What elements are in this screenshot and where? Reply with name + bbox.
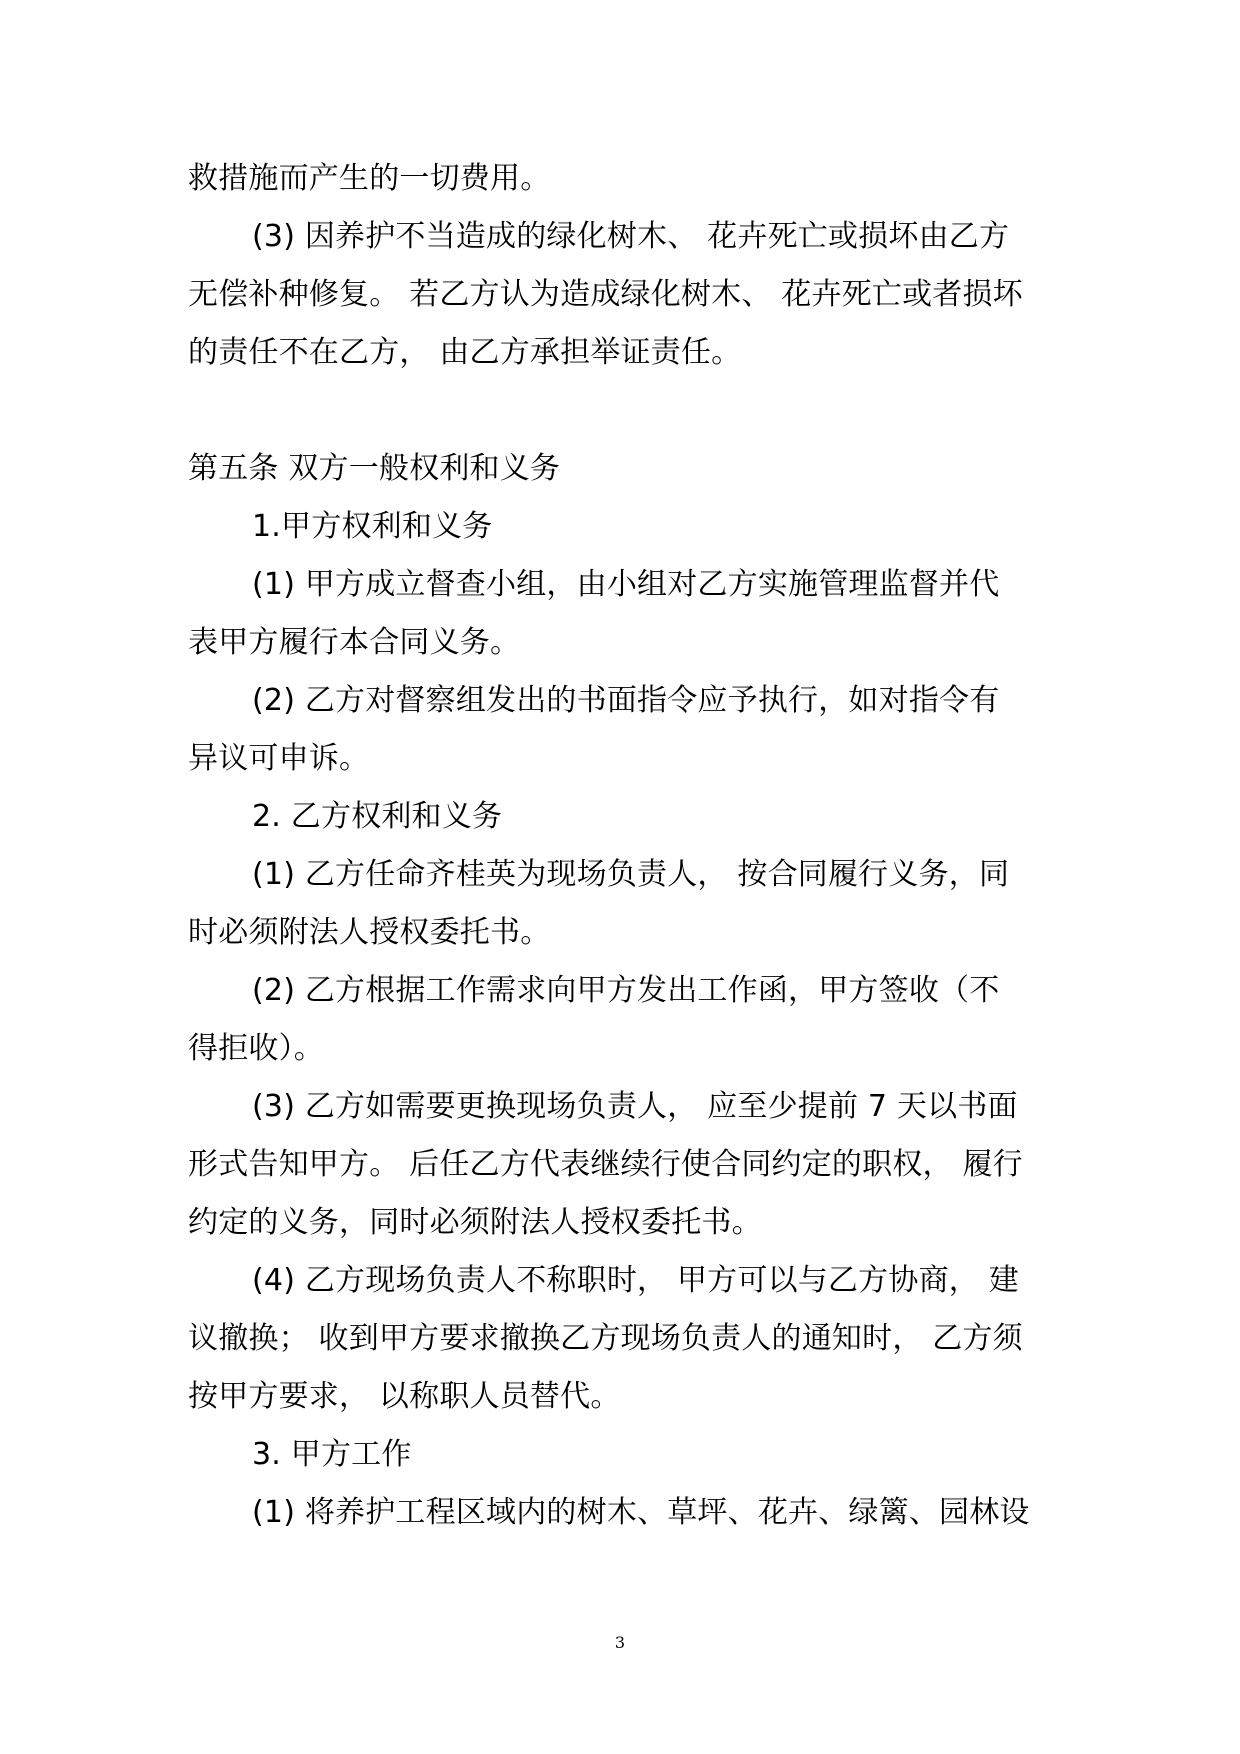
paragraph-line: 议撤换； 收到甲方要求撤换乙方现场负责人的通知时， 乙方须 (188, 1321, 1023, 1356)
section-spacer (188, 382, 1058, 440)
paragraph-line: 救措施而产生的一切费用。 (188, 161, 551, 196)
paragraph-line: 约定的义务，同时必须附法人授权委托书。 (188, 1205, 762, 1240)
paragraph-line: 异议可申诉。 (188, 741, 370, 776)
paragraph-line: (2) 乙方对督察组发出的书面指令应予执行，如对指令有 (252, 683, 1000, 718)
paragraph-line: 的责任不在乙方， 由乙方承担举证责任。 (188, 335, 742, 370)
paragraph-line: (1) 乙方任命齐桂英为现场负责人， 按合同履行义务，同 (252, 857, 1010, 892)
subsection-heading: 2. 乙方权利和义务 (252, 799, 503, 834)
paragraph-line: (3) 因养护不当造成的绿化树木、 花卉死亡或损坏由乙方 (252, 219, 1010, 254)
paragraph-line: (4) 乙方现场负责人不称职时， 甲方可以与乙方协商， 建 (252, 1263, 1019, 1298)
paragraph-line: (3) 乙方如需要更换现场负责人， 应至少提前 7 天以书面 (252, 1089, 1018, 1124)
subsection-heading: 1.甲方权利和义务 (252, 509, 493, 544)
document-body (188, 150, 1058, 1542)
paragraph-line: 得拒收）。 (188, 1031, 324, 1066)
paragraph-line: (1) 将养护工程区域内的树木、草坪、花卉、绿篱、园林设 (252, 1495, 1030, 1530)
paragraph-line: 时必须附法人授权委托书。 (188, 915, 551, 950)
paragraph-line: (1) 甲方成立督查小组，由小组对乙方实施管理监督并代 (252, 567, 1000, 602)
paragraph-line: 无偿补种修复。 若乙方认为造成绿化树木、 花卉死亡或者损坏 (188, 277, 1023, 312)
subsection-heading: 3. 甲方工作 (252, 1437, 412, 1472)
page-number: 3 (614, 1633, 626, 1652)
section-heading: 第五条 双方一般权利和义务 (188, 451, 561, 486)
paragraph-line: (2) 乙方根据工作需求向甲方发出工作函，甲方签收（不 (252, 973, 1000, 1008)
paragraph-line: 按甲方要求， 以称职人员替代。 (188, 1379, 621, 1414)
paragraph-line: 形式告知甲方。 后任乙方代表继续行使合同约定的职权， 履行 (188, 1147, 1023, 1182)
paragraph-line: 表甲方履行本合同义务。 (188, 625, 521, 660)
